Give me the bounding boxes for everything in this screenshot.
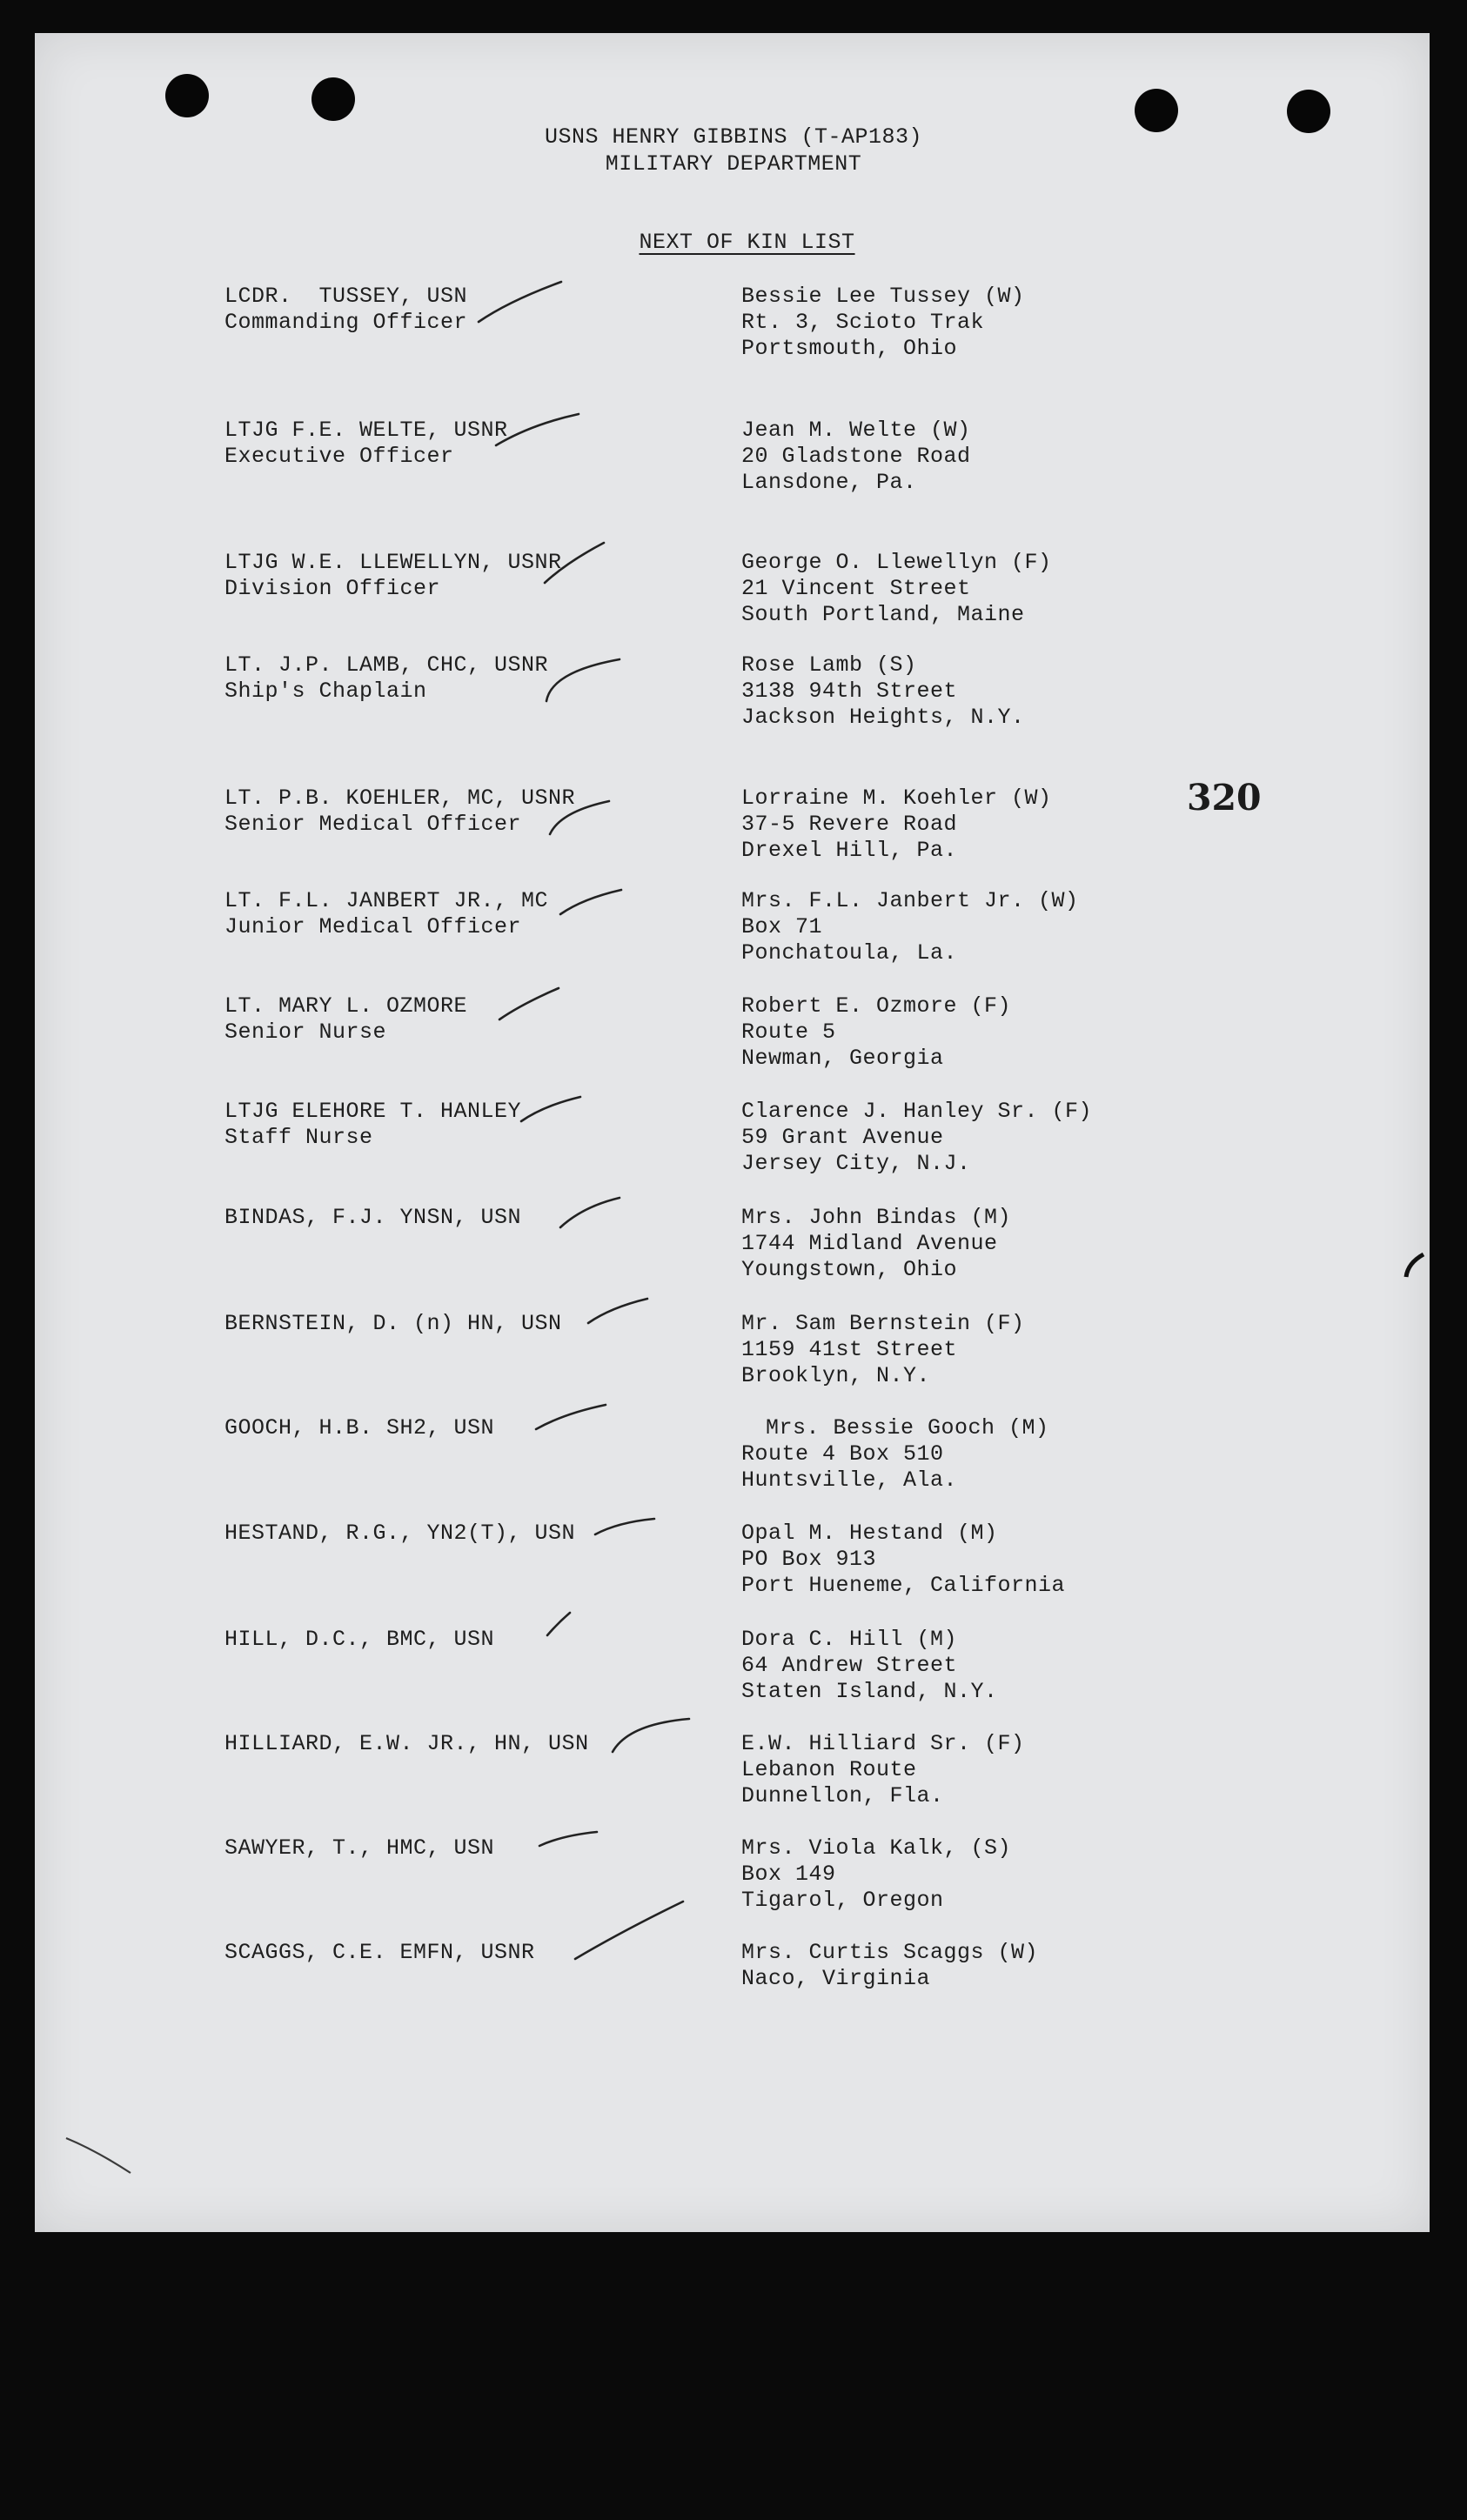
check-mark-icon <box>609 1714 696 1757</box>
kin-address-line1: Box 71 <box>741 914 823 939</box>
check-mark-icon <box>496 983 566 1026</box>
kin-entry <box>0 1627 1467 1714</box>
service-member-title: Senior Nurse <box>224 1019 387 1045</box>
service-member-name: LT. MARY L. OZMORE <box>224 993 468 1019</box>
kin-address-line1: 21 Vincent Street <box>741 576 971 601</box>
kin-address-line2: Staten Island, N.Y. <box>741 1679 998 1704</box>
service-member-name: LT. J.P. LAMB, CHC, USNR <box>224 652 549 678</box>
kin-name: E.W. Hilliard Sr. (F) <box>741 1731 1025 1756</box>
kin-address-line2: Youngstown, Ohio <box>741 1257 958 1282</box>
check-mark-icon <box>585 1295 654 1330</box>
kin-address-line2: Drexel Hill, Pa. <box>741 838 958 863</box>
check-mark-icon <box>541 538 611 590</box>
kin-address-line2: Brooklyn, N.Y. <box>741 1363 931 1388</box>
service-member-name: HESTAND, R.G., YN2(T), USN <box>224 1521 576 1546</box>
service-member-name: SCAGGS, C.E. EMFN, USNR <box>224 1940 535 1965</box>
check-mark-icon <box>546 796 616 839</box>
kin-name: Bessie Lee Tussey (W) <box>741 284 1025 309</box>
check-mark-icon <box>518 1093 587 1128</box>
check-mark-icon <box>544 1608 579 1642</box>
kin-entry <box>0 1835 1467 1922</box>
check-mark-icon <box>557 1193 626 1236</box>
service-member-name: LTJG W.E. LLEWELLYN, USNR <box>224 550 562 575</box>
kin-address-line2: Huntsville, Ala. <box>741 1467 958 1493</box>
check-mark-icon <box>592 1515 661 1541</box>
department-header: MILITARY DEPARTMENT <box>605 151 862 177</box>
kin-address-line2: Jersey City, N.J. <box>741 1151 971 1176</box>
kin-name: Robert E. Ozmore (F) <box>741 993 1012 1019</box>
check-mark-icon <box>474 277 570 329</box>
ship-name-header: USNS HENRY GIBBINS (T-AP183) <box>544 124 923 150</box>
service-member-title: Junior Medical Officer <box>224 914 522 939</box>
kin-name: Jean M. Welte (W) <box>741 418 971 443</box>
kin-address-line1: Rt. 3, Scioto Trak <box>741 310 985 335</box>
service-member-name: LTJG F.E. WELTE, USNR <box>224 418 508 443</box>
page-title <box>0 204 1467 256</box>
kin-name: Mrs. Viola Kalk, (S) <box>741 1835 1012 1861</box>
kin-address-line1: Route 5 <box>741 1019 836 1045</box>
service-member-title: Ship's Chaplain <box>224 678 427 704</box>
kin-entry <box>0 1099 1467 1186</box>
kin-entry <box>0 785 1467 872</box>
kin-address-line1: Naco, Virginia <box>741 1966 931 1991</box>
check-mark-icon <box>492 409 587 452</box>
kin-address-line1: 1744 Midland Avenue <box>741 1231 998 1256</box>
service-member-name: SAWYER, T., HMC, USN <box>224 1835 495 1861</box>
check-mark-icon <box>536 1828 606 1855</box>
kin-name: Lorraine M. Koehler (W) <box>741 785 1052 811</box>
service-member-name: LTJG ELEHORE T. HANLEY <box>224 1099 522 1124</box>
kin-address-line2: South Portland, Maine <box>741 602 1025 627</box>
service-member-name: GOOCH, H.B. SH2, USN <box>224 1415 495 1440</box>
kin-address-line1: 37-5 Revere Road <box>741 812 958 837</box>
service-member-name: LT. F.L. JANBERT JR., MC <box>224 888 549 913</box>
kin-name: Mrs. Bessie Gooch (M) <box>766 1415 1049 1440</box>
kin-entry <box>0 1940 1467 2027</box>
kin-address-line2: Port Hueneme, California <box>741 1573 1066 1598</box>
service-member-title: Commanding Officer <box>224 310 468 335</box>
kin-entry <box>0 993 1467 1080</box>
kin-entry <box>0 1521 1467 1608</box>
service-member-name: HILLIARD, E.W. JR., HN, USN <box>224 1731 589 1756</box>
check-mark-icon <box>539 652 626 705</box>
page-title-text: NEXT OF KIN LIST <box>639 230 855 255</box>
kin-name: Mr. Sam Bernstein (F) <box>741 1311 1025 1336</box>
service-member-title: Senior Medical Officer <box>224 812 522 837</box>
kin-entry <box>0 652 1467 739</box>
kin-name: Mrs. F.L. Janbert Jr. (W) <box>741 888 1079 913</box>
kin-address-line2: Ponchatoula, La. <box>741 940 958 966</box>
kin-address-line1: PO Box 913 <box>741 1547 877 1572</box>
punch-hole <box>165 74 209 117</box>
kin-address-line2: Newman, Georgia <box>741 1046 944 1071</box>
service-member-name: BINDAS, F.J. YNSN, USN <box>224 1205 522 1230</box>
kin-address-line1: Route 4 Box 510 <box>741 1441 944 1467</box>
kin-address-line1: 3138 94th Street <box>741 678 958 704</box>
kin-address-line1: 59 Grant Avenue <box>741 1125 944 1150</box>
service-member-title: Executive Officer <box>224 444 454 469</box>
kin-entry <box>0 1311 1467 1398</box>
kin-address-line2: Tigarol, Oregon <box>741 1888 944 1913</box>
service-member-name: BERNSTEIN, D. (n) HN, USN <box>224 1311 562 1336</box>
kin-entry <box>0 284 1467 371</box>
kin-entry <box>0 550 1467 637</box>
punch-hole <box>311 77 355 121</box>
kin-name: Mrs. John Bindas (M) <box>741 1205 1012 1230</box>
kin-address-line2: Dunnellon, Fla. <box>741 1783 944 1808</box>
kin-name: Dora C. Hill (M) <box>741 1627 958 1652</box>
kin-address-line1: 64 Andrew Street <box>741 1653 958 1678</box>
kin-address-line2: Jackson Heights, N.Y. <box>741 705 1025 730</box>
kin-address-line1: 20 Gladstone Road <box>741 444 971 469</box>
kin-entry <box>0 1415 1467 1502</box>
check-mark-icon <box>533 1401 611 1436</box>
service-member-name: LT. P.B. KOEHLER, MC, USNR <box>224 785 576 811</box>
kin-entry <box>0 1731 1467 1818</box>
kin-entry <box>0 418 1467 505</box>
kin-address-line1: Lebanon Route <box>741 1757 917 1782</box>
kin-name: Mrs. Curtis Scaggs (W) <box>741 1940 1039 1965</box>
check-mark-icon <box>557 886 626 921</box>
kin-entry <box>0 888 1467 975</box>
kin-address-line2: Lansdone, Pa. <box>741 470 917 495</box>
kin-address-line1: Box 149 <box>741 1862 836 1887</box>
page-number: 320 <box>1187 777 1262 819</box>
kin-address-line1: 1159 41st Street <box>741 1337 958 1362</box>
service-member-title: Division Officer <box>224 576 441 601</box>
kin-name: Clarence J. Hanley Sr. (F) <box>741 1099 1093 1124</box>
service-member-name: HILL, D.C., BMC, USN <box>224 1627 495 1652</box>
kin-address-line2: Portsmouth, Ohio <box>741 336 958 361</box>
service-member-name: LCDR. TUSSEY, USN <box>224 284 468 309</box>
kin-name: Opal M. Hestand (M) <box>741 1521 998 1546</box>
kin-entry <box>0 1205 1467 1292</box>
kin-name: George O. Llewellyn (F) <box>741 550 1052 575</box>
corner-mark-icon <box>61 2131 139 2183</box>
edge-mark-icon <box>1401 1251 1427 1286</box>
check-mark-icon <box>570 1896 692 1975</box>
service-member-title: Staff Nurse <box>224 1125 373 1150</box>
kin-name: Rose Lamb (S) <box>741 652 917 678</box>
